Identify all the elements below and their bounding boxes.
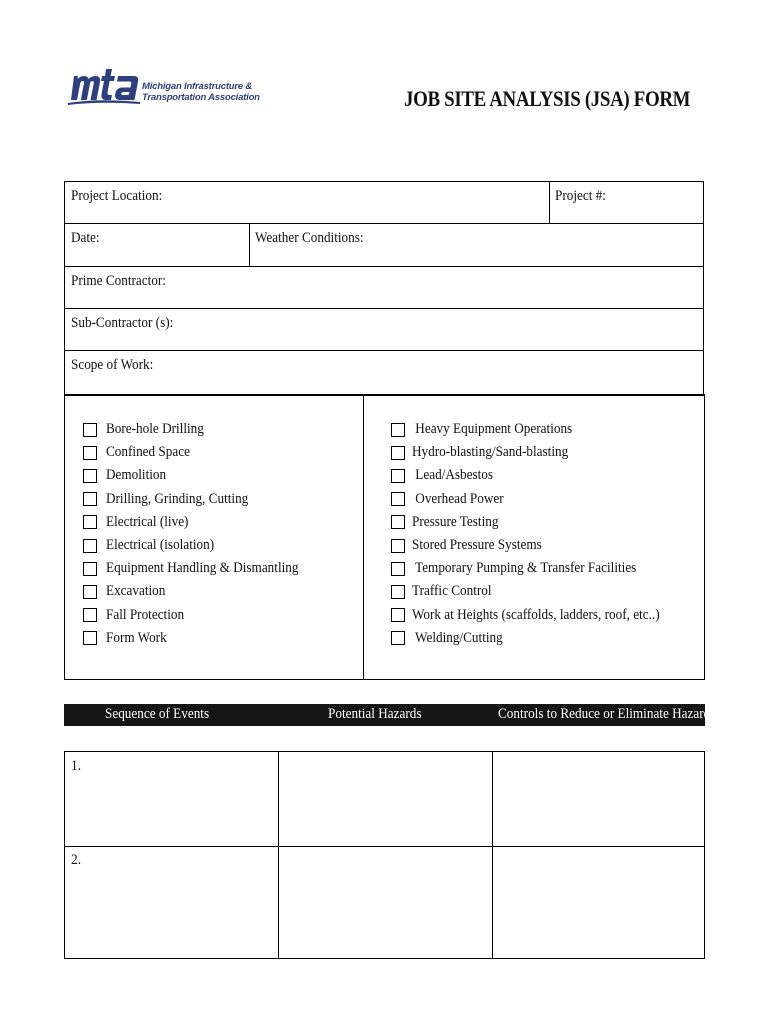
org-name-line1: Michigan Infrastructure &: [142, 81, 253, 92]
checklist-item[interactable]: [391, 557, 693, 580]
column-divider: [492, 752, 493, 958]
prime-contractor-label: Prime Contractor:: [71, 273, 166, 289]
checklist-left-column: [83, 418, 325, 650]
checkbox[interactable]: [391, 585, 405, 599]
checklist-item-label: Electrical (live): [106, 513, 189, 530]
checklist-item[interactable]: [83, 580, 325, 603]
checkbox[interactable]: [391, 515, 405, 529]
checklist-item[interactable]: [83, 604, 325, 627]
checklist-item[interactable]: [391, 580, 693, 603]
checklist-item-label: Stored Pressure Systems: [412, 537, 542, 554]
checkbox[interactable]: [391, 446, 405, 460]
checklist-item-label: Welding/Cutting: [412, 629, 503, 646]
checklist-item-label: Bore-hole Drilling: [106, 421, 204, 438]
checklist-item-label: Work at Heights (scaffolds, ladders, roof, etc..): [412, 606, 660, 623]
checklist-item[interactable]: [391, 464, 693, 487]
checklist-item-label: Excavation: [106, 583, 166, 600]
org-name: [142, 81, 260, 103]
column-divider: [278, 752, 279, 958]
checkbox[interactable]: [83, 539, 97, 553]
checklist-item-label: Drilling, Grinding, Cutting: [106, 490, 249, 507]
checklist-item[interactable]: [391, 418, 693, 441]
header-potential-hazards: Potential Hazards: [328, 706, 422, 722]
checklist-item[interactable]: [391, 627, 693, 650]
checkbox[interactable]: [83, 492, 97, 506]
checklist-item-label: Pressure Testing: [412, 513, 499, 530]
checkbox[interactable]: [391, 423, 405, 437]
row-project: [65, 182, 703, 224]
checklist-item[interactable]: [83, 627, 325, 650]
checkbox[interactable]: [391, 539, 405, 553]
checkbox[interactable]: [83, 585, 97, 599]
mta-logo: [68, 62, 260, 112]
checklist-item-label: Traffic Control: [412, 583, 492, 600]
checklist-item[interactable]: [391, 488, 693, 511]
header-sequence-of-events: Sequence of Events: [105, 706, 210, 722]
project-location-label: Project Location:: [71, 188, 163, 204]
row-sub-contractor: [65, 309, 703, 351]
checkbox[interactable]: [391, 608, 405, 622]
checklist-divider: [363, 395, 364, 679]
row-divider: [65, 846, 704, 847]
checkbox[interactable]: [391, 631, 405, 645]
checklist-item[interactable]: [83, 441, 325, 464]
checkbox[interactable]: [83, 446, 97, 460]
row-scope: [65, 351, 703, 395]
project-location-field[interactable]: [65, 182, 549, 223]
form-title: JOB SITE ANALYSIS (JSA) FORM: [404, 86, 691, 111]
checklist-item[interactable]: [83, 464, 325, 487]
project-info-table: [64, 181, 704, 396]
checklist-item[interactable]: [83, 557, 325, 580]
checkbox[interactable]: [83, 423, 97, 437]
checklist-item[interactable]: [391, 511, 693, 534]
row-number-1: 1.: [71, 758, 82, 774]
prime-contractor-field[interactable]: [65, 267, 703, 308]
checklist-item-label: Heavy Equipment Operations: [412, 421, 573, 438]
checklist-item-label: Confined Space: [106, 444, 190, 461]
project-number-label: Project #:: [555, 188, 606, 204]
checkbox[interactable]: [83, 631, 97, 645]
date-label: Date:: [71, 230, 100, 246]
org-name-line2: Transportation Association: [142, 92, 260, 103]
checklist-item[interactable]: [83, 511, 325, 534]
checklist-item-label: Overhead Power: [412, 490, 504, 507]
checklist-right-column: [391, 418, 693, 650]
checklist-item-label: Demolition: [106, 467, 167, 484]
checklist-item-label: Lead/Asbestos: [412, 467, 494, 484]
checklist-item[interactable]: [391, 534, 693, 557]
date-field[interactable]: [65, 224, 249, 266]
checklist-item-label: Hydro-blasting/Sand-blasting: [412, 444, 569, 461]
scope-of-work-label: Scope of Work:: [71, 357, 154, 373]
checkbox[interactable]: [391, 469, 405, 483]
checklist-item-label: Electrical (isolation): [106, 537, 215, 554]
checklist-item-label: Equipment Handling & Dismantling: [106, 560, 299, 577]
checklist-item[interactable]: [83, 488, 325, 511]
checklist-item[interactable]: [391, 441, 693, 464]
checkbox[interactable]: [83, 469, 97, 483]
checkbox[interactable]: [391, 562, 405, 576]
row-number-2: 2.: [71, 852, 82, 868]
scope-of-work-field[interactable]: [65, 351, 703, 395]
weather-label: Weather Conditions:: [255, 230, 364, 246]
hazard-checklist: [64, 394, 705, 680]
project-number-field[interactable]: [549, 182, 703, 223]
checkbox[interactable]: [83, 562, 97, 576]
sub-contractor-field[interactable]: [65, 309, 703, 350]
checklist-item[interactable]: [83, 418, 325, 441]
checkbox[interactable]: [83, 608, 97, 622]
sub-contractor-label: Sub-Contractor (s):: [71, 315, 174, 331]
checkbox[interactable]: [83, 515, 97, 529]
mta-logo-mark-icon: [68, 62, 140, 108]
weather-field[interactable]: [249, 224, 703, 266]
table-header-bar: [64, 704, 716, 726]
row-prime-contractor: [65, 267, 703, 309]
checklist-item[interactable]: [391, 604, 693, 627]
row-date: [65, 224, 703, 267]
checklist-item-label: Temporary Pumping & Transfer Facilities: [412, 560, 637, 577]
header-controls: Controls to Reduce or Eliminate Hazards: [498, 706, 716, 722]
events-table: [64, 751, 705, 959]
checkbox[interactable]: [391, 492, 405, 506]
checklist-item-label: Form Work: [106, 629, 167, 646]
checklist-item[interactable]: [83, 534, 325, 557]
checklist-item-label: Fall Protection: [106, 606, 185, 623]
